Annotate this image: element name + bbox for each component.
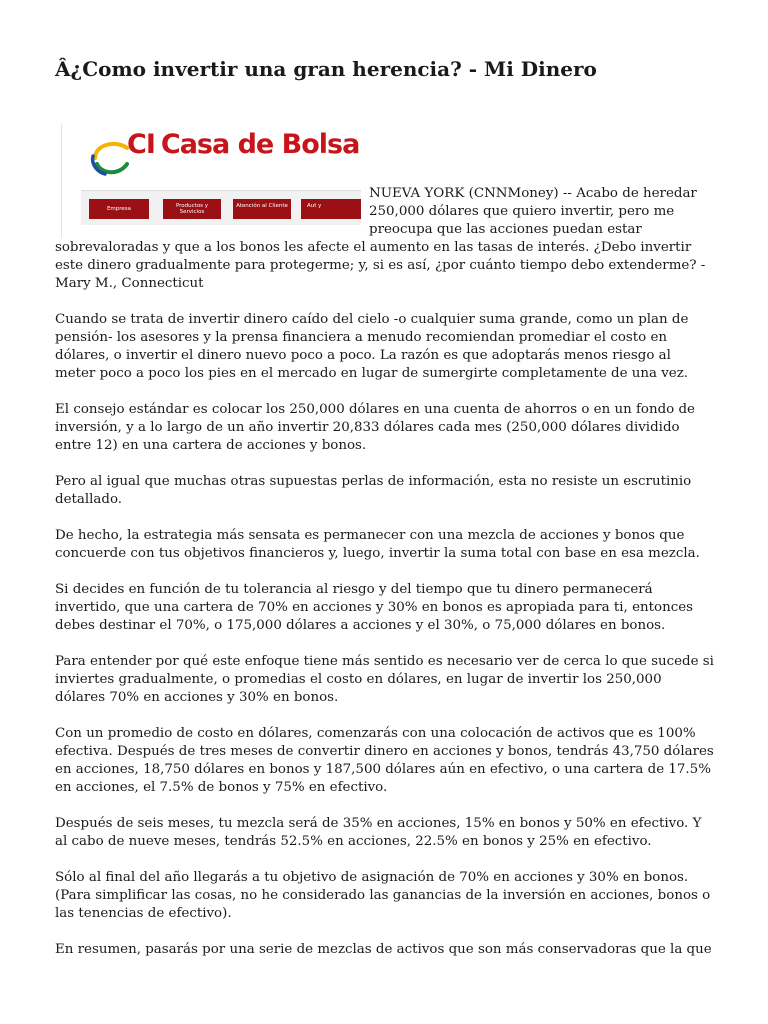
article-paragraph: Con un promedio de costo en dólares, comenzarás con una colocación de activos que es 100% efectiva. Después de tres meses de convertir dinero en acciones y bonos, tendrás 43,750 dólares en acciones, 18,750 dólares en bonos y 187,500 dólares aún en efectivo, o una cartera de 17.5% en acciones, el 7.5% de bonos y 75% en efectivo.: [55, 726, 714, 795]
article-paragraph: Para entender por qué este enfoque tiene más sentido es necesario ver de cerca lo que sucede si inviertes gradualmente, o promedias el costo en dólares, en lugar de invertir los 250,000 dólares 70% en acciones y 30% en bonos.: [55, 654, 714, 705]
document-title: Â¿Como invertir una gran herencia? - Mi Dinero: [55, 57, 597, 81]
banner-nav-productos: Productos y Servicios: [163, 199, 221, 219]
article-paragraph: NUEVA YORK (CNNMoney) -- Acabo de heredar 250,000 dólares que quiero invertir, pero me preocupa que las acciones puedan estar sobrevaloradas y que a los bonos les afecte el aumento en las tasas de interés. ¿Debo invertir este dinero gradualmente para protegerme; y, si es así, ¿por cuánto tiempo debo extenderme? - Mary M., Connecticut: [55, 186, 706, 291]
article-paragraph: Sólo al final del año llegarás a tu objetivo de asignación de 70% en acciones y 30% en bonos. (Para simplificar las cosas, no he considerado las ganancias de la inversión en acciones, bonos o las tenencias de efectivo).: [55, 870, 711, 921]
article-paragraph: Pero al igual que muchas otras supuestas perlas de información, esta no resiste un escrutinio detallado.: [55, 474, 692, 507]
article-body: [55, 120, 715, 977]
article-paragraph: En resumen, pasarás por una serie de mezclas de activos que son más conservadoras que la que: [55, 942, 712, 957]
banner-nav-atencion: Atención al Cliente: [233, 199, 291, 219]
article-paragraph: Cuando se trata de invertir dinero caído del cielo -o cualquier suma grande, como un plan de pensión- los asesores y la prensa financiera a menudo recomiendan promediar el costo en dólares, o invertir el dinero nuevo poco a poco. La razón es que adoptarás menos riesgo al meter poco a poco los pies en el mercado en lugar de sumergirte completamente de una vez.: [55, 312, 689, 381]
banner-nav-partial: Aut y: [301, 199, 361, 219]
article-paragraph: De hecho, la estrategia más sensata es permanecer con una mezcla de acciones y bonos que concuerde con tus objetivos financieros y, luego, invertir la suma total con base en esa mezcla.: [55, 528, 700, 561]
banner-nav-strip: [81, 190, 361, 225]
brand-name: Casa de Bolsa: [160, 129, 360, 160]
image-border: [61, 124, 62, 238]
banner-nav-empresa: Empresa: [89, 199, 149, 219]
brand-logo-text: [127, 129, 360, 160]
article-paragraph: Si decides en función de tu tolerancia al riesgo y del tiempo que tu dinero permanecerá invertido, que una cartera de 70% en acciones y 30% en bonos es apropiada para ti, entonces debes destinar el 70%, o 175,000 dólares a acciones y el 30%, o 75,000 dólares en bonos.: [55, 582, 693, 633]
casa-de-bolsa-banner-image: [61, 120, 361, 238]
article-paragraph: Después de seis meses, tu mezcla será de 35% en acciones, 15% en bonos y 50% en efectivo. Y al cabo de nueve meses, tendrás 52.5% en acciones, 22.5% en bonos y 25% en efectivo.: [55, 816, 702, 849]
brand-prefix: CI: [127, 129, 155, 160]
article-paragraph: El consejo estándar es colocar los 250,000 dólares en una cuenta de ahorros o en un fondo de inversión, y a lo largo de un año invertir 20,833 dólares cada mes (250,000 dólares dividido entre 12) en una cartera de acciones y bonos.: [55, 402, 695, 453]
